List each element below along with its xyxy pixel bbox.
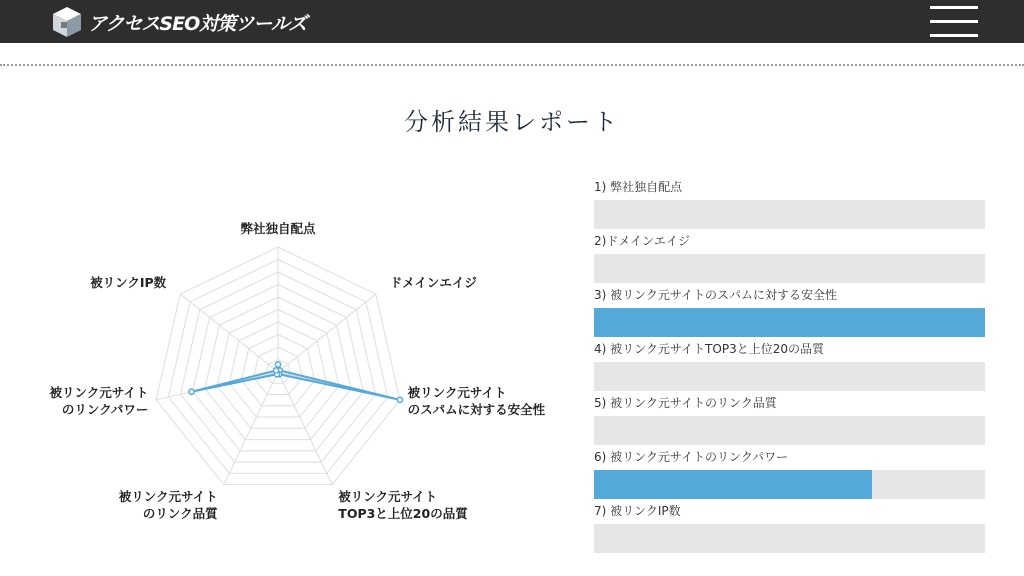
menu-line	[930, 20, 978, 23]
radar-axis-label-line: 被リンク元サイト	[338, 489, 438, 505]
radar-axis-label-line: 弊社独自配点	[240, 221, 316, 236]
radar-data-polygon	[191, 365, 399, 400]
page-title: 分析結果レポート	[404, 108, 620, 136]
cube-logo-icon	[52, 6, 82, 38]
radar-axis-label-line: のスパムに対する安全性	[407, 402, 546, 418]
radar-axis-label	[337, 489, 468, 521]
radar-axis-label-line: 被リンク元サイト	[49, 385, 149, 401]
radar-axis-label-line: のリンクパワー	[61, 402, 149, 418]
bar-label: 4) 被リンク元サイトTOP3と上位20の品質	[594, 342, 824, 356]
bar-track	[594, 200, 985, 229]
menu-line	[930, 6, 978, 9]
radar-axis-label	[390, 275, 477, 290]
menu-line	[930, 34, 978, 37]
radar-data-point	[189, 389, 194, 394]
radar-axis-label-line: 被リンクIP数	[90, 274, 167, 290]
bar-track	[594, 362, 985, 391]
hamburger-menu-icon[interactable]	[930, 6, 980, 38]
bar-track	[594, 254, 985, 283]
top-bar	[0, 0, 1024, 43]
radar-axis-label	[407, 385, 546, 417]
radar-axis-label	[240, 221, 316, 236]
radar-chart	[20, 160, 580, 540]
radar-axis-label-line: ドメインエイジ	[389, 274, 477, 290]
radar-axis-label	[48, 385, 148, 417]
bar-fill	[594, 308, 985, 337]
bar-label: 3) 被リンク元サイトのスパムに対する安全性	[594, 288, 838, 302]
radar-data-point	[275, 362, 280, 367]
logo-text: アクセスSEO対策ツールズ	[88, 12, 307, 35]
radar-axis-label	[118, 489, 218, 521]
bar-label: 7) 被リンクIP数	[594, 504, 681, 518]
radar-data-point	[397, 397, 402, 402]
bar-label: 6) 被リンク元サイトのリンクパワー	[594, 450, 789, 464]
radar-axis-label-line: のリンク品質	[142, 506, 218, 522]
radar-data-point	[273, 368, 278, 373]
radar-axis-label-line: 被リンク元サイト	[118, 489, 218, 505]
radar-axis-label-line: 被リンク元サイト	[407, 385, 507, 401]
bar-label: 2)ドメインエイジ	[594, 234, 690, 248]
bar-label: 5) 被リンク元サイトのリンク品質	[594, 396, 777, 410]
site-logo[interactable]	[52, 6, 306, 38]
bar-track	[594, 416, 985, 445]
bar-track	[594, 308, 985, 337]
bar-track	[594, 524, 985, 553]
radar-axis-label	[89, 275, 167, 290]
dotted-divider	[0, 64, 1024, 66]
bar-track	[594, 470, 985, 499]
radar-axis-label-line: TOP3と上位20の品質	[338, 506, 468, 522]
bar-label: 1) 弊社独自配点	[594, 180, 683, 194]
bar-fill	[594, 470, 872, 499]
